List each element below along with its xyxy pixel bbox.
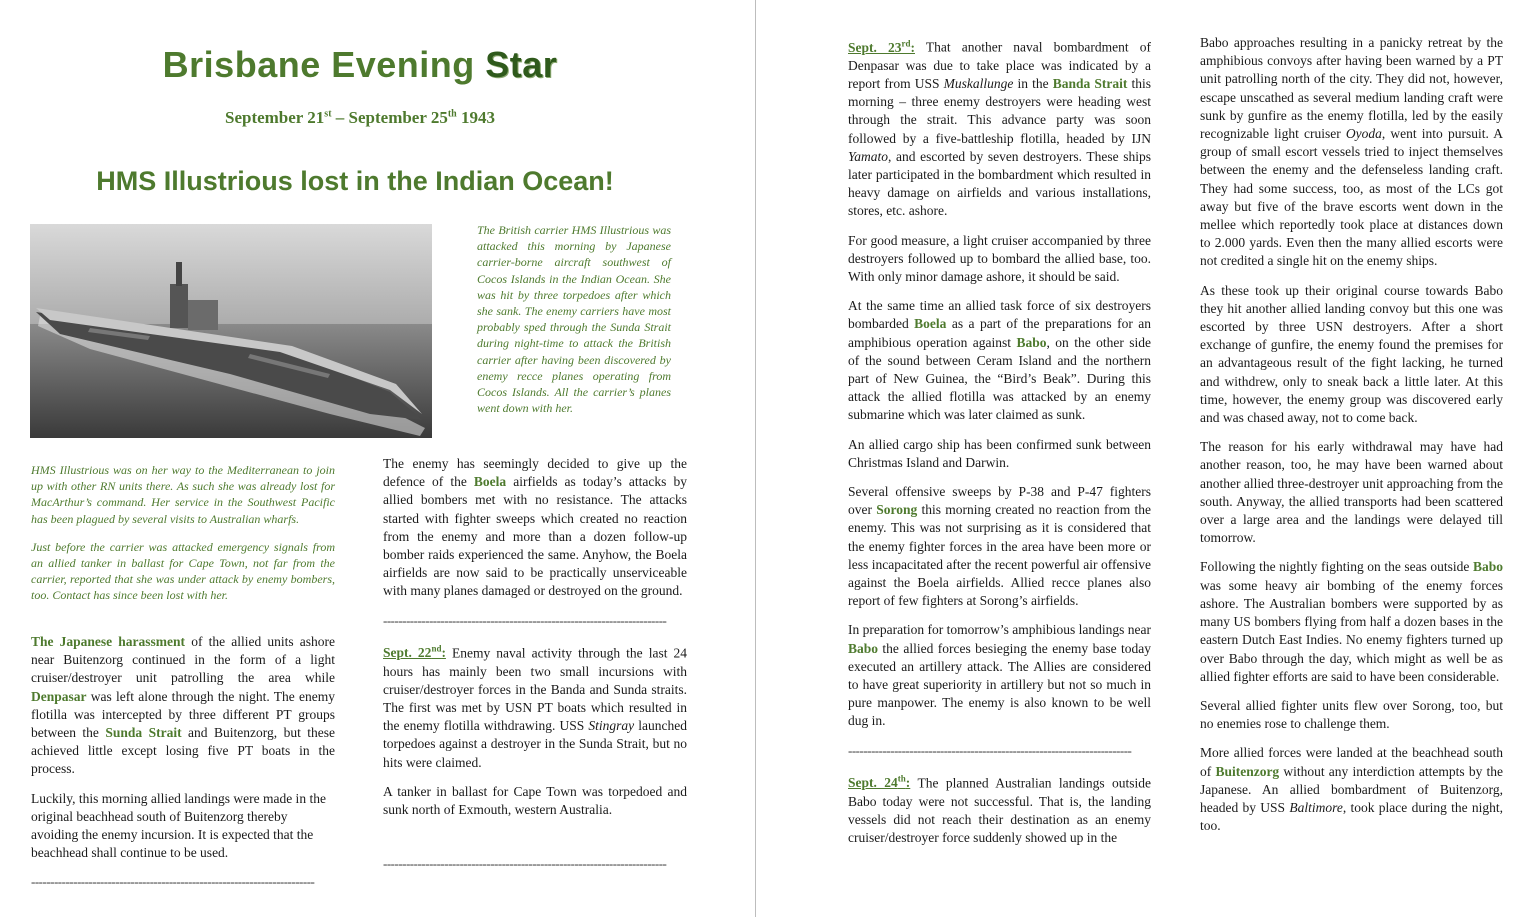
article-paragraph bbox=[31, 633, 335, 779]
keyword: Denpasar bbox=[31, 688, 87, 704]
section-rule: -------------------------------------------------------------------------- bbox=[383, 856, 667, 872]
keyword: Sunda Strait bbox=[105, 725, 182, 741]
dateline bbox=[848, 40, 915, 55]
carrier-illustration bbox=[30, 224, 432, 438]
text: airfields as today’s attacks by allied bombers met with no resistance. The attacks started with fighter sweeps which created no reaction from the enemy and more than a dozen follow-up bomber raids experienced the same. Anyhow, the Boela airfields are now said to be practically unserviceable with many planes damaged or destroyed on the ground. bbox=[383, 474, 687, 599]
dateline-sup: nd bbox=[431, 643, 442, 654]
issue-dates bbox=[60, 108, 660, 128]
ship-name: Oyoda bbox=[1345, 126, 1382, 142]
article-paragraph bbox=[848, 483, 1151, 610]
sidebar-paragraph: HMS Illustrious was on her way to the Mediterranean to join up with other RN units there. As such she was already lost for MacArthur’s command. Her service in the Southwest Pacific has been plagued by several visits to Australian wharfs. bbox=[31, 463, 335, 526]
date-start-sup: st bbox=[324, 108, 332, 120]
article-paragraph bbox=[383, 455, 687, 601]
masthead-main: Brisbane Evening bbox=[162, 44, 475, 85]
keyword: Boela bbox=[914, 316, 947, 332]
section-rule: -------------------------------------------------------------------------- bbox=[383, 612, 667, 628]
date-year: 1943 bbox=[456, 108, 495, 127]
keyword: Sorong bbox=[876, 502, 918, 518]
text: was some heavy air bombing of the enemy forces ashore. The Australian bombers were supported by as many US bombers flying from half a dozen bases in the eastern Dutch East Indies. No enemy fighters turned up over Babo through the day, which might as well be as allied fighter efforts are said to have been considerable. bbox=[1200, 577, 1503, 684]
article-paragraph: Several allied fighter units flew over Sorong, too, but no enemies rose to challenge them. bbox=[1200, 697, 1503, 732]
article-paragraph bbox=[1200, 744, 1503, 835]
headline: HMS Illustrious lost in the Indian Ocean! bbox=[96, 166, 614, 196]
text: of the allied units ashore near Buitenzorg continued in the form of a light cruiser/destroyer unit patrolling the area while bbox=[31, 634, 335, 686]
date-end: September 25 bbox=[348, 108, 448, 127]
article-paragraph bbox=[383, 640, 687, 772]
masthead-star: Star bbox=[485, 44, 558, 85]
ship-name: Baltimore bbox=[1289, 799, 1343, 815]
text: That another naval bombardment of Denpasar was due to take place was indicated by a report from USS bbox=[848, 39, 1151, 91]
column-1 bbox=[31, 633, 335, 892]
column-4 bbox=[1200, 34, 1503, 846]
sidebar-paragraph: Just before the carrier was attacked emergency signals from an allied tanker in ballast for Cape Town, not far from the carrier, reported that she was under attack by enemy bombers, too. Contact has since been lost with her. bbox=[31, 539, 335, 603]
article-paragraph bbox=[848, 770, 1151, 847]
text: Enemy naval activity through the last 24 hours has mainly been two small incursions with cruiser/destroyer forces in the Banda and Sunda straits. The first was met by USN PT boats which resulted in the enemy flotilla withdrawing. USS bbox=[383, 645, 687, 734]
text: without any interdiction attempts by the Japanese. An allied bombardment of Buitenzorg, headed by USS bbox=[1200, 763, 1503, 815]
keyword: Banda Strait bbox=[1052, 75, 1128, 91]
text: , went into pursuit. A group of small escort vessels tried to inject themselves between the enemy and the defenseless landing craft. They had some success, too, as most of the LCs got away but five of the brave escorts went down in the mellee which reportedly took place at distances down to 2.000 yards. Even then the many allied escorts were not credited a single hit on the enemy ships. bbox=[1200, 126, 1503, 269]
date-end-sup: th bbox=[447, 108, 457, 120]
page-divider bbox=[755, 0, 756, 917]
text: launched torpedoes against a destroyer in the Sunda Strait, but no hits were claimed. bbox=[383, 718, 687, 770]
date-start: September 21 bbox=[224, 108, 325, 127]
keyword: Buitenzorg bbox=[1215, 763, 1280, 779]
text: and Buitenzorg, but these achieved little except losing five PT boats in the process. bbox=[31, 725, 336, 777]
keyword: Boela bbox=[473, 474, 507, 490]
article-paragraph bbox=[1200, 558, 1503, 685]
section-rule: -------------------------------------------------------------------------- bbox=[31, 874, 315, 890]
article-paragraph: A tanker in ballast for Cape Town was torpedoed and sunk north of Exmouth, western Australia. bbox=[383, 783, 687, 817]
dateline-colon: : bbox=[441, 645, 446, 661]
text: was left alone through the night. The enemy flotilla was intercepted by three different PT groups between the bbox=[31, 688, 335, 741]
dateline bbox=[383, 645, 446, 660]
article-paragraph: Luckily, this morning allied landings were made in the original beachhead south of Buitenzorg thereby avoiding the enemy incursion. It is expected that the beachhead shall continue to be used. bbox=[31, 790, 326, 861]
dateline bbox=[848, 775, 910, 790]
section-rule: -------------------------------------------------------------------------- bbox=[848, 742, 1132, 758]
ship-name: Muskallunge bbox=[943, 75, 1014, 91]
text: In preparation for tomorrow’s amphibious landings near bbox=[848, 622, 1151, 638]
text: Following the nightly fighting on the seas outside bbox=[1200, 559, 1473, 575]
dateline-text: Sept. 24 bbox=[848, 775, 898, 791]
ship-name: Stingray bbox=[588, 718, 635, 734]
carrier-photo bbox=[30, 224, 432, 438]
article-paragraph bbox=[848, 34, 1151, 221]
article-paragraph: As these took up their original course towards Babo they hit another allied landing convoy but this one was escorted by three USN destroyers. After a short exchange of gunfire, the enemy found the premises for an advantageous result of the fight lacking, he turned and withdrew, only to sneak back a little later. At this time, however, the enemy group was discovered early and was chased away, not to come back. bbox=[1200, 282, 1503, 426]
date-sep: – bbox=[331, 108, 349, 127]
text: The planned Australian landings outside Babo today were not successful. That is, the landing vessels did not reach their destination as an enemy cruiser/destroyer force suddenly showed up in the bbox=[848, 775, 1151, 845]
keyword: Babo bbox=[1016, 334, 1047, 350]
text: , took place during the night, too. bbox=[1200, 799, 1504, 834]
keyword: The Japanese harassment bbox=[31, 634, 186, 649]
dateline-sup: rd bbox=[901, 38, 911, 48]
photo-caption: The British carrier HMS Illustrious was attacked this morning by Japanese carrier-borne aircraft southwest of Cocos Islands in the Indian Ocean. She was hit by three torpedoes after which she sank. The enemy carriers have most probably sped through the Sunda Strait during night-time to attack the British carrier after having been discovered by enemy recce planes operating from Cocos Islands. All the carrier’s planes went down with her. bbox=[477, 223, 671, 416]
text: as a part of the preparations for an amphibious operation against bbox=[848, 316, 1152, 350]
dateline-colon: : bbox=[910, 39, 915, 55]
text: , and escorted by seven destroyers. These ships later participated in the bombardment which resulted in heavy damage on airfields and various installations, stores, etc. ashore. bbox=[848, 148, 1151, 219]
text: this morning created no reaction from the enemy. This was not surprising as it is considered that the enemy fighter forces in the area have been more or less incapacitated after the recent powerful air offensive against the Boela airfields. Allied recce planes also report of few fighters at Sorong’s airfields. bbox=[848, 502, 1151, 609]
text: Babo approaches resulting in a panicky retreat by the amphibious convoys after having been warned by a PT unit patrolling north of the city. They did not, however, escape unscathed as several medium landing craft were sunk by gunfire as the enemy flotilla, led by the easily recognizable light cruiser bbox=[1200, 35, 1503, 142]
column-3 bbox=[848, 34, 1151, 858]
article-paragraph bbox=[848, 621, 1151, 730]
text: in the bbox=[1013, 75, 1053, 91]
text: At the same time an allied task force of six destroyers bombarded bbox=[848, 298, 1151, 332]
article-paragraph: An allied cargo ship has been confirmed sunk between Christmas Island and Darwin. bbox=[848, 436, 1151, 470]
column-2 bbox=[383, 455, 687, 873]
text: this morning – three enemy destroyers were heading west through the strait. This advance party was soon followed by a five-battleship flotilla, headed by IJN bbox=[848, 75, 1151, 146]
keyword: Babo bbox=[848, 640, 879, 656]
keyword: Babo bbox=[1472, 559, 1503, 575]
ship-name: Yamato bbox=[848, 148, 889, 164]
dateline-text: Sept. 22 bbox=[383, 645, 432, 661]
sidebar-notes bbox=[31, 462, 335, 616]
article-paragraph bbox=[1200, 34, 1503, 271]
article-paragraph: For good measure, a light cruiser accompanied by three destroyers followed up to bombard the allied base, too. With only minor damage ashore, it should be said. bbox=[848, 232, 1151, 284]
article-paragraph bbox=[848, 297, 1151, 424]
text: Several offensive sweeps by P-38 and P-47 fighters over bbox=[848, 483, 1151, 518]
text: , on the other side of the sound between Ceram Island and the northern part of New Guinea, the “Bird’s Beak”. During this attack the allied flotilla was attacked by an enemy submarine which was later claimed as sunk. bbox=[848, 334, 1151, 423]
dateline-colon: : bbox=[905, 775, 911, 791]
text: The enemy has seemingly decided to give up the defence of the bbox=[383, 456, 687, 490]
dateline-text: Sept. 23 bbox=[848, 39, 902, 55]
text: the allied forces besieging the enemy base today executed an artillery attack. The Allies are considered to have great superiority in artillery but not so much in pure manpower. The enemy is also known to be well dug in. bbox=[848, 640, 1151, 729]
masthead-title bbox=[60, 44, 660, 86]
article-paragraph: The reason for his early withdrawal may have had another reason, too, he may have been warned about another allied three-destroyer unit approaching from the south. Anyway, the allied transports had been scattered over a large area and the landings were delayed till tomorrow. bbox=[1200, 439, 1503, 546]
text: More allied forces were landed at the beachhead south of bbox=[1200, 745, 1503, 779]
dateline-sup: th bbox=[897, 773, 906, 784]
